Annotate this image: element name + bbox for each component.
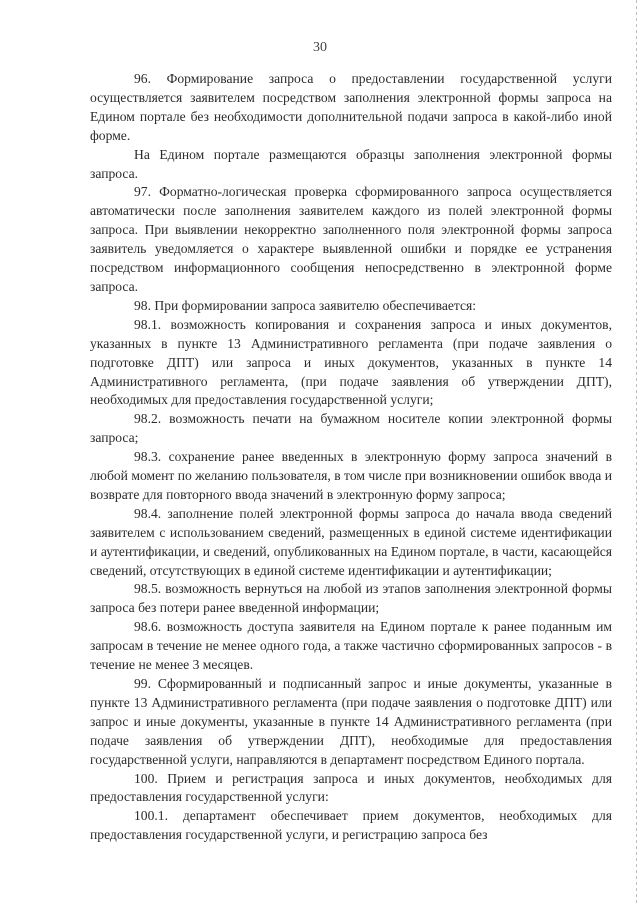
paragraph-98-5: 98.5. возможность вернуться на любой из этапов заполнения электронной формы запроса без потери ранее введенной информации; — [90, 581, 612, 616]
paragraph-100: 100. Прием и регистрация запроса и иных документов, необходимых для предоставления государственной услуги: — [90, 770, 612, 805]
paragraph-96-samples: На Едином портале размещаются образцы заполнения электронной формы запроса. — [90, 146, 612, 181]
paragraph-99: 99. Сформированный и подписанный запрос и иные документы, указанные в пункте 13 Административного регламента (при подаче заявления о подготовке ДПТ) или запрос и иные документы, указанные в пункте 14 Административного регламента (при подаче заявления об утверждении ДПТ), необходимые для предоставления государственной услуги, направляются в департамент посредством Единого портала. — [90, 676, 612, 767]
paragraph-96: 96. Формирование запроса о предоставлении государственной услуги осуществляется заявителем посредством заполнения электронной формы запроса на Едином портале без необходимости дополнительной подачи запроса в какой-либо иной форме. — [90, 71, 612, 143]
page-number: 30 — [313, 40, 327, 55]
paragraph-98-3: 98.3. сохранение ранее введенных в электронную форму запроса значений в любой момент по желанию пользователя, в том числе при возникновении ошибок ввода и возврате для повторного ввода значений в электронную форму запроса; — [90, 449, 612, 502]
paragraph-98-6: 98.6. возможность доступа заявителя на Едином портале к ранее поданным им запросам в течение не менее одного года, а также частично сформированных запросов - в течение не менее 3 месяцев. — [90, 619, 612, 673]
paragraph-98-1: 98.1. возможность копирования и сохранения запроса и иных документов, указанных в пункте 13 Административного регламента (при подаче заявления о подготовке ДПТ) или запроса и иных документов, указанных в пункте 14 Административного регламента, (при подаче заявления об утверждении ДПТ), необходимых для предоставления государственной услуги; — [90, 316, 612, 408]
paragraph-98: 98. При формировании запроса заявителю обеспечивается: — [134, 297, 477, 313]
paragraph-100-1: 100.1. департамент обеспечивает прием документов, необходимых для предоставления государственной услуги, и регистрацию запроса без — [90, 808, 612, 843]
paragraph-97: 97. Форматно-логическая проверка сформированного запроса осуществляется автоматически после заполнения заявителем каждого из полей электронной формы запроса. При выявлении некорректно заполненного поля электронной формы запроса заявитель уведомляется о характере выявленной ошибки и порядке ее устранения посредством информационного сообщения непосредственно в электронной форме запроса. — [90, 184, 612, 294]
document-body — [90, 70, 612, 845]
paragraph-98-4: 98.4. заполнение полей электронной формы запроса до начала ввода сведений заявителем с использованием сведений, размещенных в единой системе идентификации и аутентификации, и сведений, опубликованных на Едином портале, в части, касающейся сведений, отсутствующих в единой системе идентификации и аутентификации; — [90, 505, 612, 578]
scan-edge-line — [636, 0, 637, 905]
paragraph-98-2: 98.2. возможность печати на бумажном носителе копии электронной формы запроса; — [90, 411, 612, 446]
